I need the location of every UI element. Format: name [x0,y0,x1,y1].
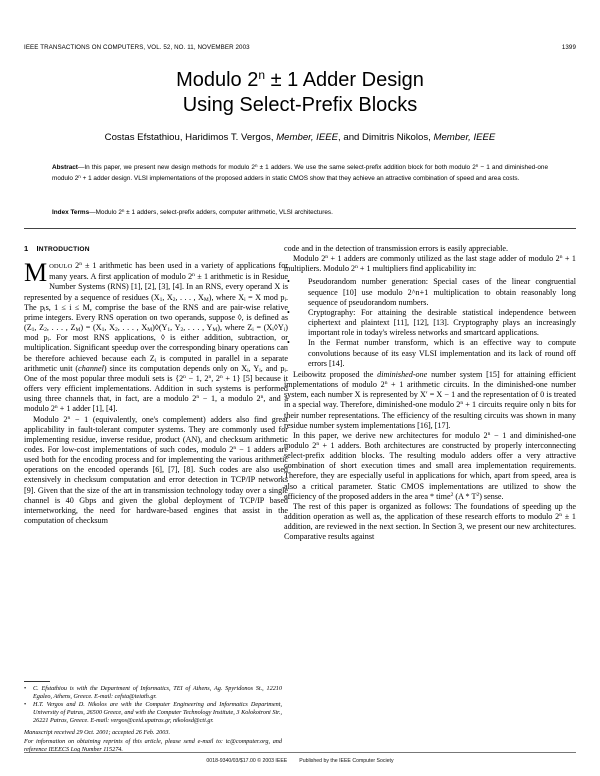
index-terms: Index Terms—Modulo $2^n \pm 1$ adders, select-prefix adders, computer arithmetic, VLSI architectures. [52,208,333,216]
bullet-icon: • [287,277,290,287]
footer-divider [24,752,576,753]
bullet-icon: • [287,338,290,348]
running-header-journal: IEEE TRANSACTIONS ON COMPUTERS, VOL. 52, NO. 11, NOVEMBER 2003 [24,44,250,51]
footnote-reprints: For information on obtaining reprints of this article, please send e-mail to: tc@computer.org, and reference IEEECS Log Number 115274. [24,737,282,753]
bullet-icon: • [24,701,27,709]
paper-title [0,68,600,118]
right-paragraph-5: The rest of this paper is organized as follows: The foundations of speeding up the addition operation as well as, the application of these research efforts to modulo $2^n \pm 1$ addition, are reviewed in the next section. In Section 3, we present our new architectures. Comparative results against [284,501,576,542]
right-paragraph-3: Leibowitz proposed the diminished-one number system [15] for attaining efficient implementations of modulo $2^n + 1$ arithmetic circuits. In the diminished-one number system, each number X is represented by X′ = X − 1 and the representation of 0 is treated in a special way. Therefore, diminished-one modulo $2^n + 1$ circuits require only n bits for their number representations. The efficiency of the resulting circuits was shown in many residue number system implementations [16], [17]. [284,369,577,430]
title-line-1: Modulo $2^n \pm 1$ Adder Design [176,68,424,91]
drop-cap: M [24,258,48,288]
intro-paragraph-1: MODULO $2^n \pm 1$ arithmetic has been used in a variety of applications for many years. A first application of modulo $2^n \pm 1$ arithmetic is in Residue Number Systems (RNS) [1], [2], [3], [4]. In an RNS, every operand X is represented by a sequence of residues ($X_1$, $X_2$, . . . , $X_M$), where $X_i = X$ mod $p_i$. The $p_is$, 1 ≤ i ≤ M, comprise the base of the RNS and are pair-wise relative prime integers. Every RNS operation on two operands, suppose ◊, is defined as ($Z_1$, $Z_2$, . . . , $Z_M) = (X_1$, $X_2$, . . . , $X_M)◊(Y_1$, $Y_2$, . . . , $Y_M$), where $Z_i$ = $(X_i◊Y_i)$ mod $p_i$. For most RNS applications, ◊ is either addition, subtraction, or multiplication. Significant speedup over the corresponding binary operations can be therefore achieved because each $Z_i$ is computed in parallel in a separate arithmetic unit (channel) since its computation depends only on $X_i$, $Y_i$, and $p_i$. One of the most popular three moduli sets is {$2^n - 1$, 2$^n$, $2^n + 1$} [5] because it offers very efficient implementations. Addition in such systems is performed using three channels that, in fact, are a modulo $2^n - 1$, a modulo 2$^n$, and a modulo $2^n + 1$ adder [1], [4]. [24,258,289,414]
author-list: Costas Efstathiou, Haridimos T. Vergos, Member, IEEE, and Dimitris Nikolos, Member, IEEE [104,132,496,143]
list-item: • In the Fermat number transform, which is an effective way to compute convolutions because of its easy VLSI implementation and its lack of round off errors [14]. [287,338,576,368]
applications-list [284,277,576,368]
footnote-divider [24,681,50,682]
page-footer [0,758,600,764]
abstract-divider [24,228,576,229]
footnote-affiliation-1: • C. Efstathiou is with the Department of Informatics, TEI of Athens, Ag. Spyridonos St., 12210 Egaleo, Athens, Greece. E-mail: cefsta@teiath.gr. [24,685,282,701]
list-item: • Cryptography: For attaining the desirable statistical independence between ciphertext and plaintext [11], [12], [13]. Cryptography plays an increasingly important role in today's wireless networks and smartcard applications. [287,307,576,338]
abstract: Abstract—In this paper, we present new design methods for modulo $2^n \pm 1$ adders. We use the same select-prefix addition block for both modulo $2^n - 1$ and diminished-one modulo $2^n + 1$ adder design. VLSI implementations of the proposed adders in static CMOS show that they achieve an attractive combination of speed and area costs. [52,163,549,182]
intro-paragraph-2: Modulo $2^n - 1$ (equivalently, one's complement) adders also find great applicability in fault-tolerant computer systems. They are commonly used for implementing residue, inverse residue, product (AN), and checksum arithmetic codes. For low-cost implementations of such codes, modulo $2^n - 1$ adders are used both for the encoding process and for implementing the various arithmetic operations on the encoded operands [6], [7], [8]. Such codes are also used extensively in checksum computation and error detection in TCP/IP networks [9]. Given that the size of the art in transmission technology today over a single channel is 40 Gbps and given the global deployment of TCP/IP based internetworking, the need for hardware-based engines that assist in the computation of checksum [24,414,289,526]
footnote-manuscript: Manuscript received 29 Oct. 2001; accepted 26 Feb. 2003. [24,729,170,737]
footnotes [24,685,282,754]
footnote-affiliation-2: • H.T. Vergos and D. Nikolos are with the Computer Engineering and Informatics Department, University of Patras, 26500 Greece, and with the Computer Technology Institute, 3 Kolokotroni Str., 26221 Patras, Greece. E-mail: vergos@ceid.upatras.gr, nikolosd@cti.gr. [24,701,282,725]
footer-code: 0018-9340/03/$17.00 © 2003 IEEE [206,758,288,764]
index-terms-label: Index Terms [52,209,90,216]
list-item: • Pseudorandom number generation: Special cases of the linear congruential sequence [10] use modulo 2^n+1 multiplication to obtain reasonably long sequence of pseudorandom numbers. [287,277,576,307]
abstract-label: Abstract [52,164,78,171]
running-header-page-number: 1399 [561,44,576,51]
title-line-2: Using Select-Prefix Blocks [182,94,418,116]
right-column [284,244,576,543]
footer-publisher: Published by the IEEE Computer Society [299,758,394,764]
bullet-icon: • [24,685,27,692]
right-paragraph-4: In this paper, we derive new architectures for modulo $2^n - 1$ and diminished-one modulo $2^n + 1$ adders. Both architectures are constructed by properly interconnecting select-prefix addition blocks. The resulting modulo adders offer a very attractive combination of short execution times and small area implementation requirements. Therefore, they are especially useful in applications for which, apart from speed, area is also a critical parameter. Static CMOS implementations are utilized to show the efficiency of the proposed adders in the area * time$^2$ $(A * T^2)$ sense. [284,430,576,501]
right-paragraph-2: Modulo $2^n + 1$ adders are commonly utilized as the last stage adder of modulo $2^n + 1$ multipliers. Modulo $2^n + 1$ multipliers find applicability in: [284,254,576,274]
right-paragraph-1: code and in the detection of transmission errors is easily appreciable. [284,244,509,253]
left-column [24,244,288,526]
section-heading: 1 INTRODUCTION [24,244,90,253]
bullet-icon: • [287,307,290,317]
